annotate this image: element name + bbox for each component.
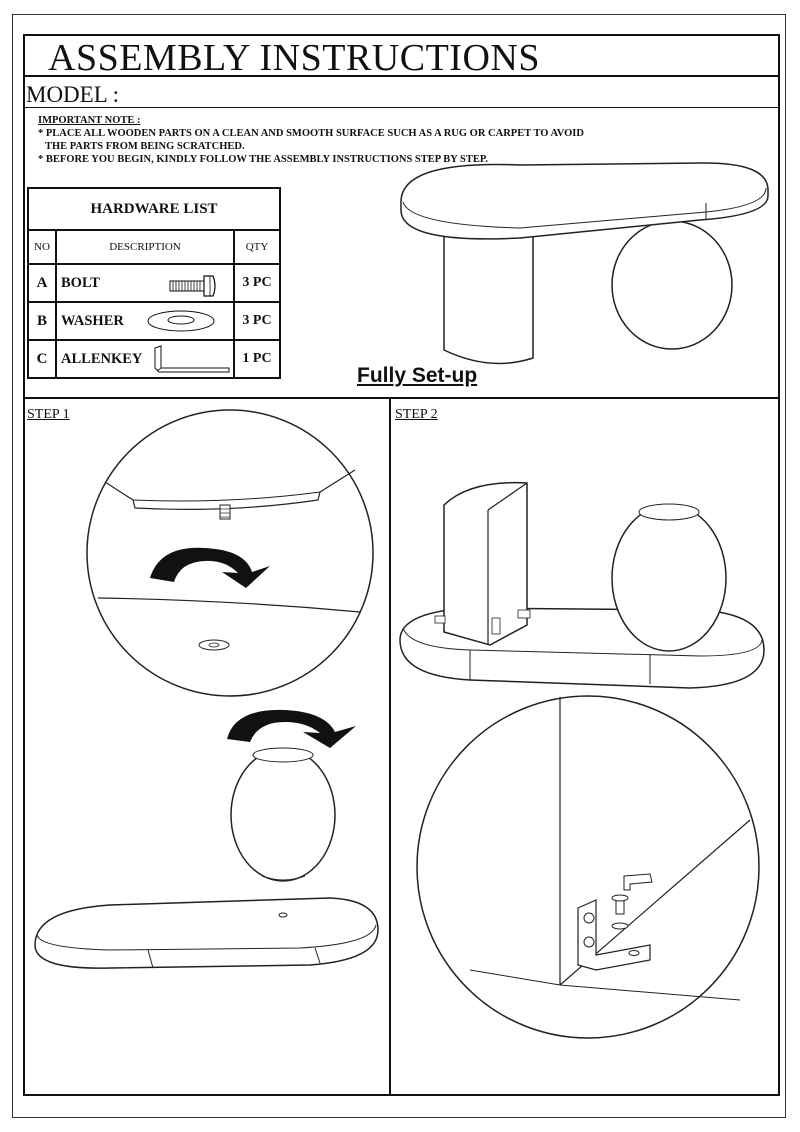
- row-description-label: WASHER: [61, 312, 124, 329]
- row-no: C: [28, 340, 56, 378]
- row-qty: 1 PC: [234, 340, 280, 378]
- column-header-no: NO: [28, 230, 56, 264]
- row-qty: 3 PC: [234, 264, 280, 302]
- row-no: A: [28, 264, 56, 302]
- note-heading: IMPORTANT NOTE :: [38, 115, 141, 126]
- row-qty: 3 PC: [234, 302, 280, 340]
- row-no: B: [28, 302, 56, 340]
- model-label: MODEL :: [26, 82, 120, 107]
- column-header-description: DESCRIPTION: [56, 230, 234, 264]
- fully-setup-caption: Fully Set-up: [357, 364, 478, 387]
- note-line-1: * PLACE ALL WOODEN PARTS ON A CLEAN AND SMOOTH SURFACE SUCH AS A RUG OR CARPET TO AVOID: [38, 128, 584, 139]
- note-line-2: * BEFORE YOU BEGIN, KINDLY FOLLOW THE ASSEMBLY INSTRUCTIONS STEP BY STEP.: [38, 154, 488, 165]
- row-description-label: ALLENKEY: [61, 350, 143, 367]
- step-2-label: STEP 2: [395, 407, 438, 422]
- step-1-label: STEP 1: [27, 407, 70, 422]
- column-header-qty: QTY: [234, 230, 280, 264]
- hardware-list-caption: HARDWARE LIST: [28, 188, 280, 230]
- note-line-1-cont: THE PARTS FROM BEING SCRATCHED.: [45, 141, 245, 152]
- row-description-label: BOLT: [61, 274, 100, 291]
- page-title: ASSEMBLY INSTRUCTIONS: [48, 37, 540, 79]
